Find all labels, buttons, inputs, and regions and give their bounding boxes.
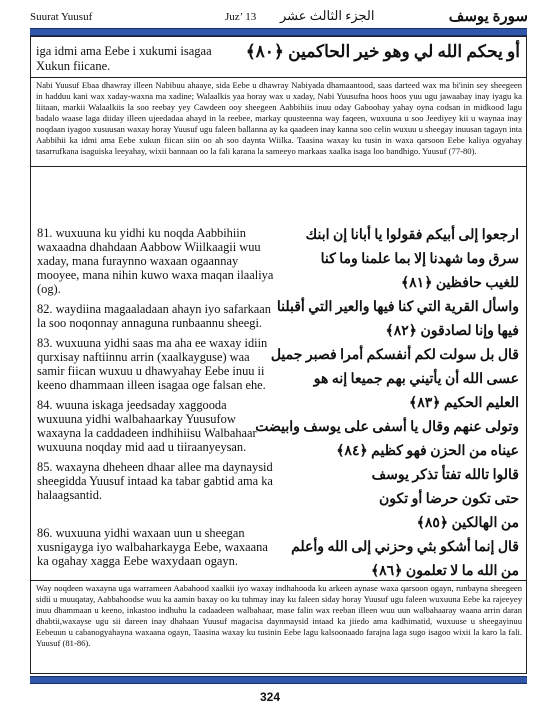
verse-number: 81. bbox=[37, 226, 53, 240]
arabic-verse-line: ارجعوا إلى أبيكم فقولوا يا أبانا إن ابنك bbox=[305, 228, 519, 243]
verse-number: 84. bbox=[37, 398, 53, 412]
arabic-verse-line: عسى الله أن يأتيني بهم جميعا إنه هو bbox=[313, 372, 519, 387]
arabic-verse-line: العليم الحكيم ﴿٨٣﴾ bbox=[408, 396, 519, 411]
arabic-verse-line: وتولى عنهم وقال يا أسفى على يوسف وابيضت bbox=[255, 420, 519, 435]
arabic-verse-line: قال بل سولت لكم أنفسكم أمرا فصبر جميل bbox=[270, 348, 519, 363]
verse-80-translation: iga idmi ama Eebe i xukumi isagaa Xukun fiicane. bbox=[36, 44, 212, 73]
divider bbox=[30, 77, 527, 78]
verse-translation bbox=[37, 302, 275, 330]
verse-number: 85. bbox=[37, 460, 53, 474]
arabic-verse-line: فيها وإنا لصادقون ﴿٨٢﴾ bbox=[385, 324, 519, 339]
verse-translation bbox=[37, 526, 275, 568]
surah-name-latin: Suurat Yuusuf bbox=[30, 11, 93, 23]
verse-number: 82. bbox=[37, 302, 53, 316]
verse-80-arabic: أو يحكم الله لي وهو خير الحاكمين ﴿٨٠﴾ bbox=[245, 42, 520, 61]
verse-translation bbox=[37, 460, 275, 502]
header-blue-bar bbox=[30, 28, 527, 36]
arabic-verse-line: حتى تكون حرضا أو تكون bbox=[378, 492, 519, 507]
divider bbox=[30, 166, 527, 167]
arabic-verse-line: قالوا تالله تفتأ تذكر يوسف bbox=[371, 468, 519, 483]
juz-label: Juz’ 13 bbox=[225, 11, 257, 23]
arabic-verse-line: سرق وما شهدنا إلا بما علمنا وما كنا bbox=[320, 252, 519, 267]
verse-translation bbox=[37, 336, 275, 392]
arabic-verse-line: من الهالكين ﴿٨٥﴾ bbox=[416, 516, 519, 531]
arabic-verse-line: قال إنما أشكو بثي وحزني إلى الله وأعلم bbox=[291, 540, 519, 555]
arabic-verse-line: من الله ما لا تعلمون ﴿٨٦﴾ bbox=[370, 564, 519, 579]
verse-text: wuxuuna ku yidhi ku noqda Aabbihiin waxaadna dhahdaan Aabbow Wiilkaagii wuu xaday, mana furaynno waxaan ogaannay mooyee, mana nihin kuwo waxa maqan ilaaliya (og). bbox=[37, 226, 274, 296]
juz-label-arabic: الجزء الثالث عشر bbox=[280, 8, 375, 23]
verse-number: 83. bbox=[37, 336, 53, 350]
verse-translation bbox=[37, 226, 275, 296]
verse-number: 86. bbox=[37, 526, 53, 540]
arabic-verse-line: للغيب حافظين ﴿٨١﴾ bbox=[400, 276, 519, 291]
verse-text: wuxuuna yidhi saas ma aha ee waxay idiin qurxisay naftiinnu arrin (xaalkayguse) waa samir fiican wuxuu u dhawyahay Eebe inuu ii keeno dhammaan illeen isagaa oge falsan ehe. bbox=[37, 336, 268, 392]
verse-text: wuuna iskaga jeedsaday xaggooda wuxuuna yidhi walbahaarkay Yuusufow waxayna la caddadeen indhihiisu Walbahaar wuxuuna noqday mid aad u tiiraanyeysan. bbox=[37, 398, 257, 454]
verse-text: waydiina magaaladaan ahayn iyo safarkaan la soo noqonnay annaguna runbaannu sheegi. bbox=[37, 302, 271, 330]
commentary-81-86: Way noqdeen waxayna uga warrameen Aabahood xaalkii iyo waxay indhahooda ku arkeen aynase waxa qarsoon ogayn, runbayna sheegeen sidii u muuqatay, Aabbahoodse wuu ka aamin baxay oo ku tuhmay inay ku faleen siday horay Yuusuf ugu faleen wuxuuna Eebe ka rajeeyey inuu dhammaan u keeno, inkastoo indhuhu la cadaadeen walbahaar, mase falin wax reeban illeen wuu uun walbahaaray waana arrin daran dhabtii,waxayse ugu sii dareen inay dhahaan Yuusuf magacisa daynmaysid intaad ka jiiedo ama kadhimatid, wuxuuse u sheegayinuu Eebeuun u cabanogyahayna waxaana ogayn, Taasina waxay ku tusinin Eebe lagu kalsoonaado farajna laga sugo isagoo wixii la karo la fali. Yuusuf (81-86). bbox=[36, 583, 522, 648]
page-number: 324 bbox=[259, 690, 281, 704]
arabic-verse-line: واسأل القرية التي كنا فيها والعير التي أقبلنا bbox=[276, 300, 519, 315]
verse-text: waxayna dheheen dhaar allee ma daynaysid sheegidda Yuusuf intaad ka tabar gabtid ama ka halaagsantid. bbox=[37, 460, 273, 502]
divider bbox=[30, 580, 527, 581]
arabic-column bbox=[255, 224, 519, 584]
page-header bbox=[30, 4, 530, 28]
verse-text: wuxuuna yidhi waxaan uun u sheegan xusnigayga iyo walbaharkayga Eebe, waxaana ka ogahay xagga Eebe waxydaan ogayn. bbox=[37, 526, 268, 568]
translation-column bbox=[37, 226, 275, 574]
surah-name-arabic: سورة يوسف bbox=[448, 9, 528, 25]
arabic-verse-line: عيناه من الحزن فهو كظيم ﴿٨٤﴾ bbox=[336, 444, 519, 459]
footer-blue-bar bbox=[30, 676, 527, 684]
verse-translation bbox=[37, 398, 275, 454]
commentary-77-80: Nabi Yuusuf Ebaa dhawray illeen Nabibuu ahaaye, sida Eebe u dhawray Nabiyada dhamaantood, saas darteed wax ma bi'inin sey sheegeen in hadduu kani wax xaday-waxna ma xadine; Walaalkis yaa horay wax u xaday, Nabi Yuusufna hoos hoos yuu ugu jawaabay inay iyagu ka liitaan, markii Walaalkiis la soo reebay yey Cawdeen ooy sheegeen Aabbihiis inuu oday Gaboobay yahay oyna codsan in midkood lagu badalo waase laga diiday illeen ujeedadaa ahayd in la reebee, markay quusteenna way faqeen, wuxuuna u soo Jeediyey kii u waynaa inay noqdaan iyagoo xusuusan waxay horay Yuusuf ugu faleen ballanna ay ka qaadeen inay kanna soo celin wuxuu u sheegay inuusan tagayn inta Aabbihii ka idmi ama Eebe xukun fiican siin oo ah soo daynta Wiilka. Taasina waxay ku tusin in waxa qarsoon Eebe kaliya ogyahay tasarrufkana isaguiska leeyahay, wixii bannaan oo la fali karana la sameeyo markaas xaalka isaga loo bandhigo. Yuusuf (77-80). bbox=[36, 80, 522, 156]
verse-80-continuation bbox=[36, 40, 520, 76]
